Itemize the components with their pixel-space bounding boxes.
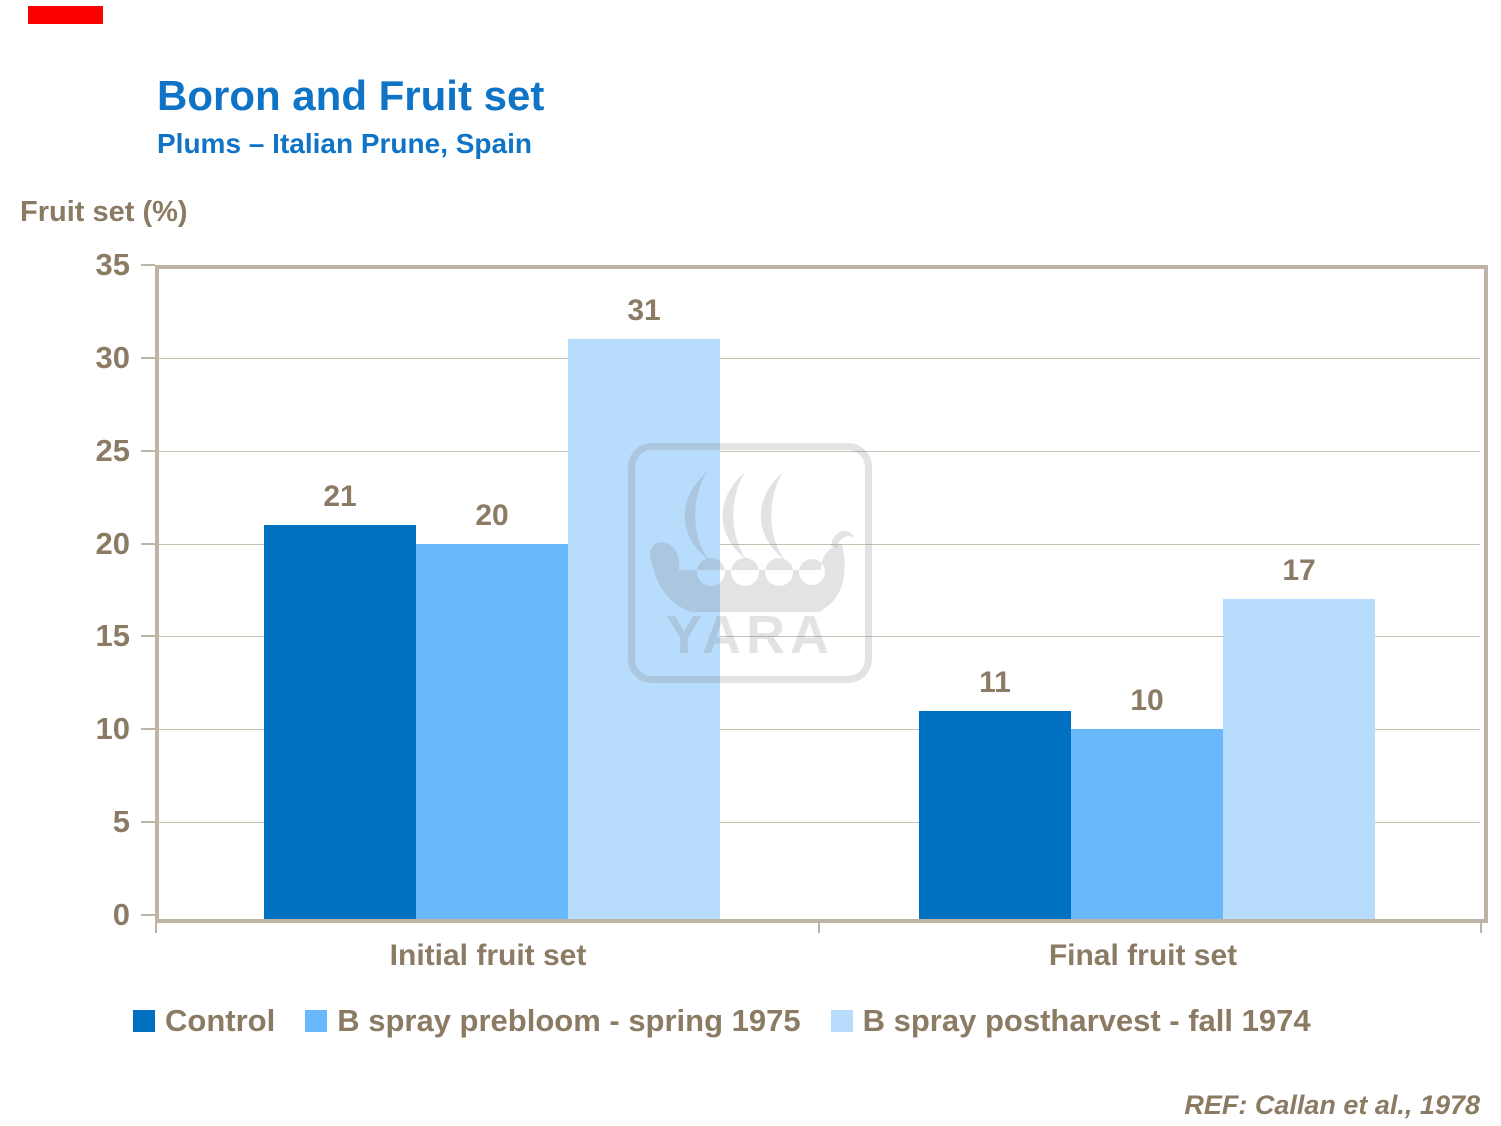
legend-label: Control [165, 1003, 276, 1038]
chart-legend [133, 1003, 1493, 1039]
legend-swatch-icon [133, 1010, 155, 1032]
category-label-0: Initial fruit set [389, 939, 587, 972]
bar-control-1 [919, 711, 1071, 919]
y-tick-mark-0 [141, 914, 155, 916]
x-tick-mark-0 [155, 923, 157, 933]
y-tick-mark-20 [141, 543, 155, 545]
legend-label: B spray postharvest - fall 1974 [862, 1003, 1311, 1038]
reference-text: REF: Callan et al., 1978 [1184, 1090, 1480, 1120]
y-tick-label-10: 10 [95, 711, 130, 747]
legend-swatch-icon [831, 1010, 853, 1032]
y-tick-label-20: 20 [95, 525, 130, 561]
y-tick-mark-25 [141, 450, 155, 452]
bar-b-0 [416, 544, 568, 919]
bar-value-label: 21 [323, 480, 357, 513]
page-subtitle: Plums – Italian Prune, Spain [157, 128, 532, 159]
legend-item-0 [133, 1003, 275, 1039]
accent-bar [28, 6, 103, 24]
x-tick-mark-2 [1480, 923, 1482, 933]
y-tick-label-30: 30 [95, 339, 130, 375]
y-tick-mark-5 [141, 821, 155, 823]
legend-label: B spray prebloom - spring 1975 [337, 1003, 801, 1038]
bar-value-label: 10 [1130, 684, 1164, 718]
y-tick-label-35: 35 [95, 247, 130, 282]
y-tick-mark-15 [141, 635, 155, 637]
bar-value-label: 11 [979, 665, 1011, 699]
bar-b-1 [1071, 729, 1223, 919]
y-tick-mark-30 [141, 357, 155, 359]
y-tick-mark-10 [141, 728, 155, 730]
viking-ship-icon [635, 458, 865, 618]
watermark-wordmark: YARA [665, 605, 835, 665]
bar-value-label: 31 [627, 294, 661, 328]
y-tick-label-25: 25 [95, 432, 130, 468]
bar-value-label: 20 [475, 498, 509, 532]
bar-control-0 [264, 525, 416, 919]
y-axis-title: Fruit set (%) [20, 196, 188, 228]
gridline-30 [159, 358, 1480, 359]
legend-item-2 [831, 1003, 1311, 1039]
y-tick-mark-35 [141, 264, 155, 266]
bar-b-1 [1223, 599, 1375, 919]
x-tick-mark-1 [818, 923, 820, 933]
watermark-box [628, 443, 872, 683]
bar-value-label: 17 [1282, 554, 1316, 588]
legend-swatch-icon [305, 1010, 327, 1032]
y-tick-label-15: 15 [95, 618, 130, 654]
category-label-1: Final fruit set [1048, 939, 1238, 972]
y-tick-label-0: 0 [112, 897, 130, 932]
page-title: Boron and Fruit set [157, 72, 545, 119]
legend-item-1 [305, 1003, 800, 1039]
y-tick-label-5: 5 [112, 804, 130, 840]
